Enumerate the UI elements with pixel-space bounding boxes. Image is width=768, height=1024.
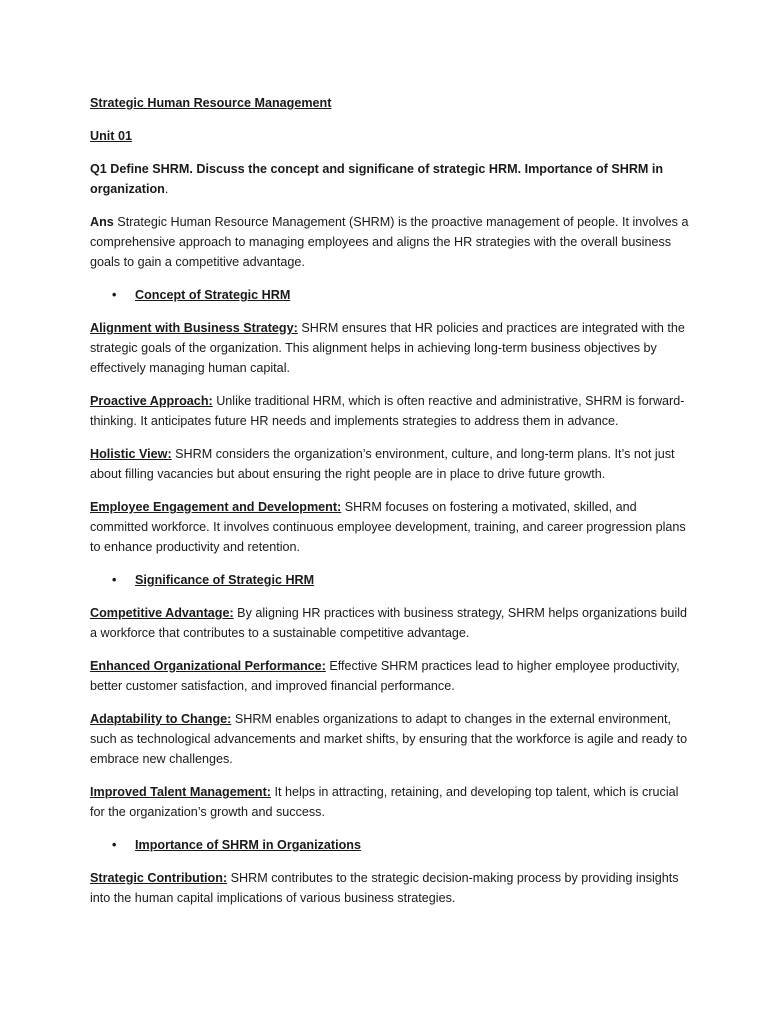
paragraph <box>90 497 690 557</box>
paragraph-text: Unlike traditional HRM, which is often reactive and administrative, SHRM is forward-thinking. It anticipates future HR needs and implements strategies to address them in advance. <box>90 394 685 428</box>
bullet-icon: • <box>112 838 117 852</box>
section-heading-concept <box>90 285 690 305</box>
paragraph-term: Improved Talent Management: <box>90 785 272 799</box>
unit-label: Unit 01 <box>90 129 132 143</box>
section-heading-significance <box>90 570 690 590</box>
section-heading-importance <box>90 835 690 855</box>
paragraph <box>90 444 690 484</box>
question-text: Q1 Define SHRM. Discuss the concept and significane of strategic HRM. Importance of SHRM in organization <box>90 162 664 196</box>
paragraph-text: Effective SHRM practices lead to higher employee productivity, better customer satisfaction, and improved financial performance. <box>90 659 680 693</box>
document-title: Strategic Human Resource Management <box>90 96 332 110</box>
paragraph-term: Holistic View: <box>90 447 172 461</box>
answer <box>90 212 690 272</box>
paragraph-text: By aligning HR practices with business strategy, SHRM helps organizations build a workforce that contributes to a sustainable competitive advantage. <box>90 606 688 640</box>
paragraph <box>90 782 690 822</box>
document-body <box>90 93 690 921</box>
paragraph-text: SHRM contributes to the strategic decision-making process by providing insights into the human capital implications of various business strategies. <box>90 871 679 905</box>
paragraph-text: SHRM enables organizations to adapt to changes in the external environment, such as technological advancements and market shifts, by ensuring that the workforce is agile and ready to embrace new challenges. <box>90 712 688 766</box>
paragraph-text: It helps in attracting, retaining, and developing top talent, which is crucial for the organization’s growth and success. <box>90 785 679 819</box>
question-period: . <box>164 182 169 196</box>
paragraph <box>90 709 690 769</box>
paragraph <box>90 868 690 908</box>
answer-label: Ans <box>90 215 114 229</box>
bullet-icon: • <box>112 573 117 587</box>
paragraph <box>90 318 690 378</box>
paragraph-term: Enhanced Organizational Performance: <box>90 659 326 673</box>
paragraph <box>90 603 690 643</box>
paragraph-text: SHRM considers the organization’s environment, culture, and long-term plans. It’s not just about filling vacancies but about ensuring the right people are in place to drive future growth. <box>90 447 675 481</box>
section-heading-text: Significance of Strategic HRM <box>135 573 315 587</box>
paragraph <box>90 391 690 431</box>
paragraph-term: Strategic Contribution: <box>90 871 228 885</box>
section-heading-text: Importance of SHRM in Organizations <box>135 838 362 852</box>
paragraph-text: SHRM ensures that HR policies and practices are integrated with the strategic goals of the organization. This alignment helps in achieving long-term business objectives by effectively managing human capital. <box>90 321 685 375</box>
bullet-icon: • <box>112 288 117 302</box>
paragraph-term: Proactive Approach: <box>90 394 213 408</box>
paragraph-term: Adaptability to Change: <box>90 712 232 726</box>
question <box>90 159 690 199</box>
section-heading-text: Concept of Strategic HRM <box>135 288 291 302</box>
paragraph <box>90 656 690 696</box>
paragraph-term: Alignment with Business Strategy: <box>90 321 298 335</box>
paragraph-text: SHRM focuses on fostering a motivated, skilled, and committed workforce. It involves continuous employee development, training, and career progression plans to enhance productivity and retention. <box>90 500 686 554</box>
paragraph-term: Employee Engagement and Development: <box>90 500 342 514</box>
paragraph-term: Competitive Advantage: <box>90 606 234 620</box>
answer-text: Strategic Human Resource Management (SHRM) is the proactive management of people. It involves a comprehensive approach to managing employees and aligns the HR strategies with the overall business goals to gain a competitive advantage. <box>90 215 689 269</box>
